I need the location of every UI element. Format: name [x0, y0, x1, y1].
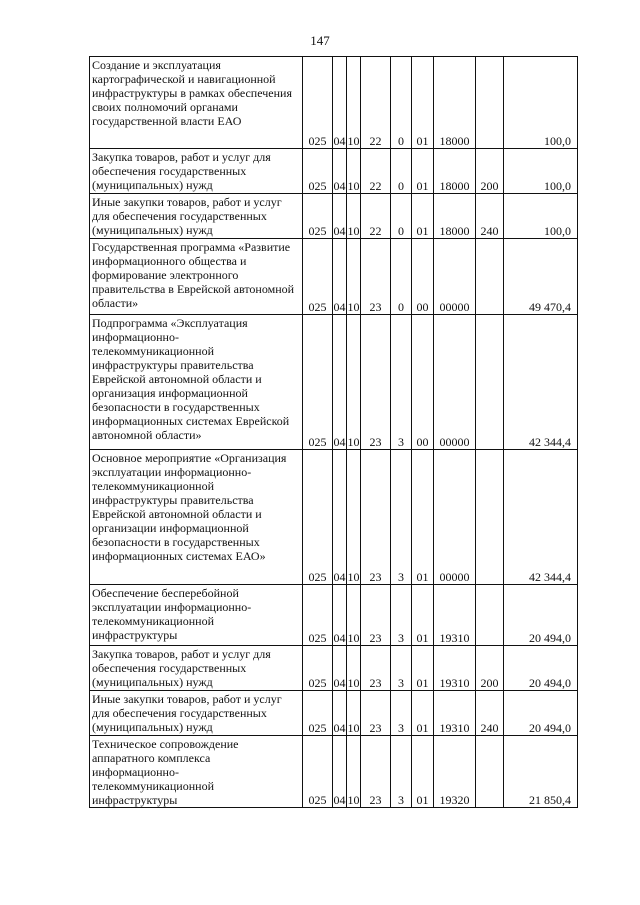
expense-type-code: [476, 239, 504, 315]
program-code: 23: [361, 450, 391, 585]
subprogram-code: 3: [391, 450, 412, 585]
program-code: 23: [361, 691, 391, 736]
subsection-code: 10: [347, 57, 361, 149]
row-name: [90, 691, 303, 736]
section-code: 04: [333, 585, 347, 646]
expense-type-code: [476, 57, 504, 149]
program-code: 22: [361, 57, 391, 149]
subsection-code: 10: [347, 585, 361, 646]
ministry-code: 025: [303, 149, 333, 194]
ministry-code: 025: [303, 646, 333, 691]
subprogram-code: 3: [391, 736, 412, 808]
subsection-code: 10: [347, 646, 361, 691]
table-row: [90, 315, 578, 450]
subprogram-code: 0: [391, 149, 412, 194]
direction-code: 18000: [434, 194, 476, 239]
row-name-text: Государственная программа «Развитие информационного общества и формирование электронного правительства в Еврейской автономной области»: [92, 240, 295, 310]
direction-code: 00000: [434, 239, 476, 315]
direction-code: 18000: [434, 149, 476, 194]
item-code: 01: [412, 450, 434, 585]
section-code: 04: [333, 149, 347, 194]
ministry-code: 025: [303, 57, 333, 149]
subprogram-code: 0: [391, 57, 412, 149]
item-code: 01: [412, 691, 434, 736]
item-code: 01: [412, 149, 434, 194]
program-code: 22: [361, 149, 391, 194]
subprogram-code: 0: [391, 239, 412, 315]
subsection-code: 10: [347, 736, 361, 808]
table-body: [90, 57, 578, 808]
row-name-text: Иные закупки товаров, работ и услуг для обеспечения государственных (муниципальных) нужд: [92, 195, 282, 237]
row-name-text: Основное мероприятие «Организация эксплуатации информационно-телекоммуникационной инфраструктуры правительства Еврейской автономной области и организации информационной безопасности в государственных информационных системах ЕАО»: [92, 451, 287, 563]
section-code: 04: [333, 450, 347, 585]
subprogram-code: 3: [391, 315, 412, 450]
item-code: 00: [412, 315, 434, 450]
amount: 49 470,4: [504, 239, 578, 315]
ministry-code: 025: [303, 450, 333, 585]
row-name: [90, 194, 303, 239]
expense-type-code: 240: [476, 691, 504, 736]
row-name: [90, 239, 303, 315]
section-code: 04: [333, 691, 347, 736]
direction-code: 00000: [434, 315, 476, 450]
expense-type-code: 200: [476, 149, 504, 194]
table-row: [90, 149, 578, 194]
subsection-code: 10: [347, 194, 361, 239]
table-row: [90, 691, 578, 736]
program-code: 23: [361, 736, 391, 808]
direction-code: 18000: [434, 57, 476, 149]
subsection-code: 10: [347, 450, 361, 585]
table-row: [90, 194, 578, 239]
subsection-code: 10: [347, 315, 361, 450]
section-code: 04: [333, 646, 347, 691]
expense-type-code: [476, 315, 504, 450]
amount: 20 494,0: [504, 691, 578, 736]
table-row: [90, 736, 578, 808]
ministry-code: 025: [303, 736, 333, 808]
item-code: 01: [412, 194, 434, 239]
subsection-code: 10: [347, 239, 361, 315]
item-code: 01: [412, 585, 434, 646]
row-name: [90, 149, 303, 194]
table-row: [90, 239, 578, 315]
section-code: 04: [333, 315, 347, 450]
direction-code: 19310: [434, 585, 476, 646]
ministry-code: 025: [303, 585, 333, 646]
subsection-code: 10: [347, 149, 361, 194]
program-code: 23: [361, 239, 391, 315]
amount: 20 494,0: [504, 646, 578, 691]
section-code: 04: [333, 239, 347, 315]
row-name-text: Техническое сопровождение аппаратного комплекса информационно-телекоммуникационной инфраструктуры: [92, 737, 239, 807]
program-code: 23: [361, 585, 391, 646]
page-number: 147: [310, 33, 330, 48]
amount: 100,0: [504, 57, 578, 149]
row-name: [90, 315, 303, 450]
amount: 100,0: [504, 194, 578, 239]
subprogram-code: 0: [391, 194, 412, 239]
row-name: [90, 57, 303, 149]
budget-table: [89, 56, 578, 808]
direction-code: 00000: [434, 450, 476, 585]
row-name-text: Закупка товаров, работ и услуг для обеспечения государственных (муниципальных) нужд: [92, 150, 271, 192]
expense-type-code: 240: [476, 194, 504, 239]
program-code: 23: [361, 646, 391, 691]
amount: 21 850,4: [504, 736, 578, 808]
section-code: 04: [333, 736, 347, 808]
ministry-code: 025: [303, 691, 333, 736]
direction-code: 19310: [434, 691, 476, 736]
subprogram-code: 3: [391, 646, 412, 691]
table-row: [90, 585, 578, 646]
row-name: [90, 450, 303, 585]
subsection-code: 10: [347, 691, 361, 736]
item-code: 00: [412, 239, 434, 315]
ministry-code: 025: [303, 194, 333, 239]
table-row: [90, 450, 578, 585]
table-row: [90, 57, 578, 149]
table-row: [90, 646, 578, 691]
expense-type-code: 200: [476, 646, 504, 691]
item-code: 01: [412, 736, 434, 808]
ministry-code: 025: [303, 315, 333, 450]
row-name-text: Закупка товаров, работ и услуг для обеспечения государственных (муниципальных) нужд: [92, 647, 271, 689]
amount: 20 494,0: [504, 585, 578, 646]
ministry-code: 025: [303, 239, 333, 315]
expense-type-code: [476, 736, 504, 808]
amount: 42 344,4: [504, 450, 578, 585]
expense-type-code: [476, 585, 504, 646]
row-name-text: Обеспечение бесперебойной эксплуатации информационно-телекоммуникационной инфраструктуры: [92, 586, 252, 642]
program-code: 22: [361, 194, 391, 239]
program-code: 23: [361, 315, 391, 450]
section-code: 04: [333, 194, 347, 239]
section-code: 04: [333, 57, 347, 149]
row-name: [90, 736, 303, 808]
subprogram-code: 3: [391, 691, 412, 736]
expense-type-code: [476, 450, 504, 585]
row-name-text: Подпрограмма «Эксплуатация информационно-телекоммуникационной инфраструктуры правительства Еврейской автономной области и организация информационной безопасности в государственных информационных системах Еврейской автономной области»: [92, 316, 290, 442]
row-name-text: Создание и эксплуатация картографической и навигационной инфраструктуры в рамках обеспечения своих полномочий органами государственной власти ЕАО: [92, 58, 292, 128]
subprogram-code: 3: [391, 585, 412, 646]
item-code: 01: [412, 57, 434, 149]
amount: 100,0: [504, 149, 578, 194]
row-name-text: Иные закупки товаров, работ и услуг для обеспечения государственных (муниципальных) нужд: [92, 692, 282, 734]
row-name: [90, 585, 303, 646]
row-name: [90, 646, 303, 691]
amount: 42 344,4: [504, 315, 578, 450]
direction-code: 19320: [434, 736, 476, 808]
direction-code: 19310: [434, 646, 476, 691]
item-code: 01: [412, 646, 434, 691]
